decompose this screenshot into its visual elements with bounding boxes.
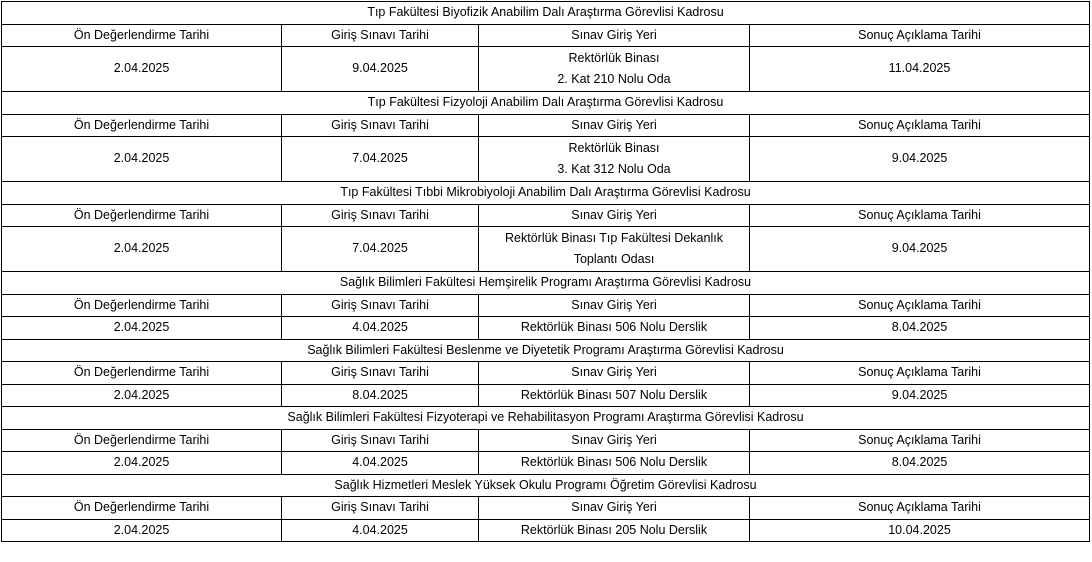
section-title: Sağlık Hizmetleri Meslek Yüksek Okulu Programı Öğretim Görevlisi Kadrosu (2, 474, 1090, 497)
column-header-row (2, 114, 1090, 137)
result-date: 8.04.2025 (750, 452, 1090, 475)
section-title-row (2, 2, 1090, 25)
section-title: Sağlık Bilimleri Fakültesi Fizyoterapi ve Rehabilitasyon Programı Araştırma Görevlisi Kadrosu (2, 407, 1090, 430)
header-exam-location: Sınav Giriş Yeri (479, 362, 750, 385)
header-entry-exam-date: Giriş Sınavı Tarihi (282, 204, 479, 227)
exam-date: 7.04.2025 (282, 227, 479, 272)
header-result-date: Sonuç Açıklama Tarihi (750, 294, 1090, 317)
header-pre-evaluation-date: Ön Değerlendirme Tarihi (2, 362, 282, 385)
table-row (2, 452, 1090, 475)
header-entry-exam-date: Giriş Sınavı Tarihi (282, 24, 479, 47)
header-entry-exam-date: Giriş Sınavı Tarihi (282, 114, 479, 137)
section-title-row (2, 339, 1090, 362)
exam-location (479, 227, 750, 272)
header-exam-location: Sınav Giriş Yeri (479, 294, 750, 317)
section-title: Sağlık Bilimleri Fakültesi Hemşirelik Programı Araştırma Görevlisi Kadrosu (2, 272, 1090, 295)
column-header-row (2, 362, 1090, 385)
section-title-row (2, 474, 1090, 497)
section-title: Tıp Fakültesi Fizyoloji Anabilim Dalı Araştırma Görevlisi Kadrosu (2, 92, 1090, 115)
exam-date: 4.04.2025 (282, 452, 479, 475)
header-exam-location: Sınav Giriş Yeri (479, 429, 750, 452)
section-title: Tıp Fakültesi Biyofizik Anabilim Dalı Araştırma Görevlisi Kadrosu (2, 2, 1090, 25)
exam-schedule-table (1, 1, 1090, 542)
result-date: 8.04.2025 (750, 317, 1090, 340)
exam-location-line2: 2. Kat 210 Nolu Oda (557, 72, 671, 86)
section-title-row (2, 407, 1090, 430)
table-row (2, 317, 1090, 340)
section-title: Sağlık Bilimleri Fakültesi Beslenme ve Diyetetik Programı Araştırma Görevlisi Kadrosu (2, 339, 1090, 362)
exam-date: 4.04.2025 (282, 317, 479, 340)
exam-location-line1: Rektörlük Binası (568, 50, 660, 65)
exam-location: Rektörlük Binası 205 Nolu Derslik (479, 519, 750, 542)
header-result-date: Sonuç Açıklama Tarihi (750, 429, 1090, 452)
pre-evaluation-date: 2.04.2025 (2, 519, 282, 542)
header-result-date: Sonuç Açıklama Tarihi (750, 497, 1090, 520)
header-result-date: Sonuç Açıklama Tarihi (750, 24, 1090, 47)
pre-evaluation-date: 2.04.2025 (2, 384, 282, 407)
section-title-row (2, 92, 1090, 115)
exam-location: Rektörlük Binası 506 Nolu Derslik (479, 452, 750, 475)
header-result-date: Sonuç Açıklama Tarihi (750, 204, 1090, 227)
exam-location-line2: 3. Kat 312 Nolu Oda (557, 162, 671, 176)
header-exam-location: Sınav Giriş Yeri (479, 497, 750, 520)
header-entry-exam-date: Giriş Sınavı Tarihi (282, 362, 479, 385)
result-date: 11.04.2025 (750, 47, 1090, 92)
exam-date: 7.04.2025 (282, 137, 479, 182)
column-header-row (2, 429, 1090, 452)
exam-date: 8.04.2025 (282, 384, 479, 407)
header-entry-exam-date: Giriş Sınavı Tarihi (282, 294, 479, 317)
table-row (2, 384, 1090, 407)
header-pre-evaluation-date: Ön Değerlendirme Tarihi (2, 294, 282, 317)
header-pre-evaluation-date: Ön Değerlendirme Tarihi (2, 204, 282, 227)
exam-location-line1: Rektörlük Binası (568, 140, 660, 155)
header-exam-location: Sınav Giriş Yeri (479, 24, 750, 47)
header-pre-evaluation-date: Ön Değerlendirme Tarihi (2, 114, 282, 137)
section-title-row (2, 272, 1090, 295)
pre-evaluation-date: 2.04.2025 (2, 227, 282, 272)
header-pre-evaluation-date: Ön Değerlendirme Tarihi (2, 24, 282, 47)
exam-location: Rektörlük Binası 507 Nolu Derslik (479, 384, 750, 407)
pre-evaluation-date: 2.04.2025 (2, 47, 282, 92)
section-title-row (2, 182, 1090, 205)
column-header-row (2, 294, 1090, 317)
exam-location-line1: Rektörlük Binası Tıp Fakültesi Dekanlık (505, 230, 723, 245)
pre-evaluation-date: 2.04.2025 (2, 452, 282, 475)
table-row (2, 519, 1090, 542)
column-header-row (2, 24, 1090, 47)
exam-date: 4.04.2025 (282, 519, 479, 542)
header-entry-exam-date: Giriş Sınavı Tarihi (282, 497, 479, 520)
exam-location (479, 137, 750, 182)
table-row (2, 227, 1090, 272)
pre-evaluation-date: 2.04.2025 (2, 317, 282, 340)
result-date: 10.04.2025 (750, 519, 1090, 542)
exam-location-line2: Toplantı Odası (573, 252, 655, 266)
exam-location (479, 47, 750, 92)
header-result-date: Sonuç Açıklama Tarihi (750, 114, 1090, 137)
exam-date: 9.04.2025 (282, 47, 479, 92)
header-result-date: Sonuç Açıklama Tarihi (750, 362, 1090, 385)
column-header-row (2, 497, 1090, 520)
header-entry-exam-date: Giriş Sınavı Tarihi (282, 429, 479, 452)
header-exam-location: Sınav Giriş Yeri (479, 114, 750, 137)
pre-evaluation-date: 2.04.2025 (2, 137, 282, 182)
header-pre-evaluation-date: Ön Değerlendirme Tarihi (2, 429, 282, 452)
exam-location: Rektörlük Binası 506 Nolu Derslik (479, 317, 750, 340)
table-row (2, 47, 1090, 92)
header-pre-evaluation-date: Ön Değerlendirme Tarihi (2, 497, 282, 520)
result-date: 9.04.2025 (750, 227, 1090, 272)
section-title: Tıp Fakültesi Tıbbi Mikrobiyoloji Anabilim Dalı Araştırma Görevlisi Kadrosu (2, 182, 1090, 205)
column-header-row (2, 204, 1090, 227)
header-exam-location: Sınav Giriş Yeri (479, 204, 750, 227)
table-row (2, 137, 1090, 182)
result-date: 9.04.2025 (750, 137, 1090, 182)
result-date: 9.04.2025 (750, 384, 1090, 407)
